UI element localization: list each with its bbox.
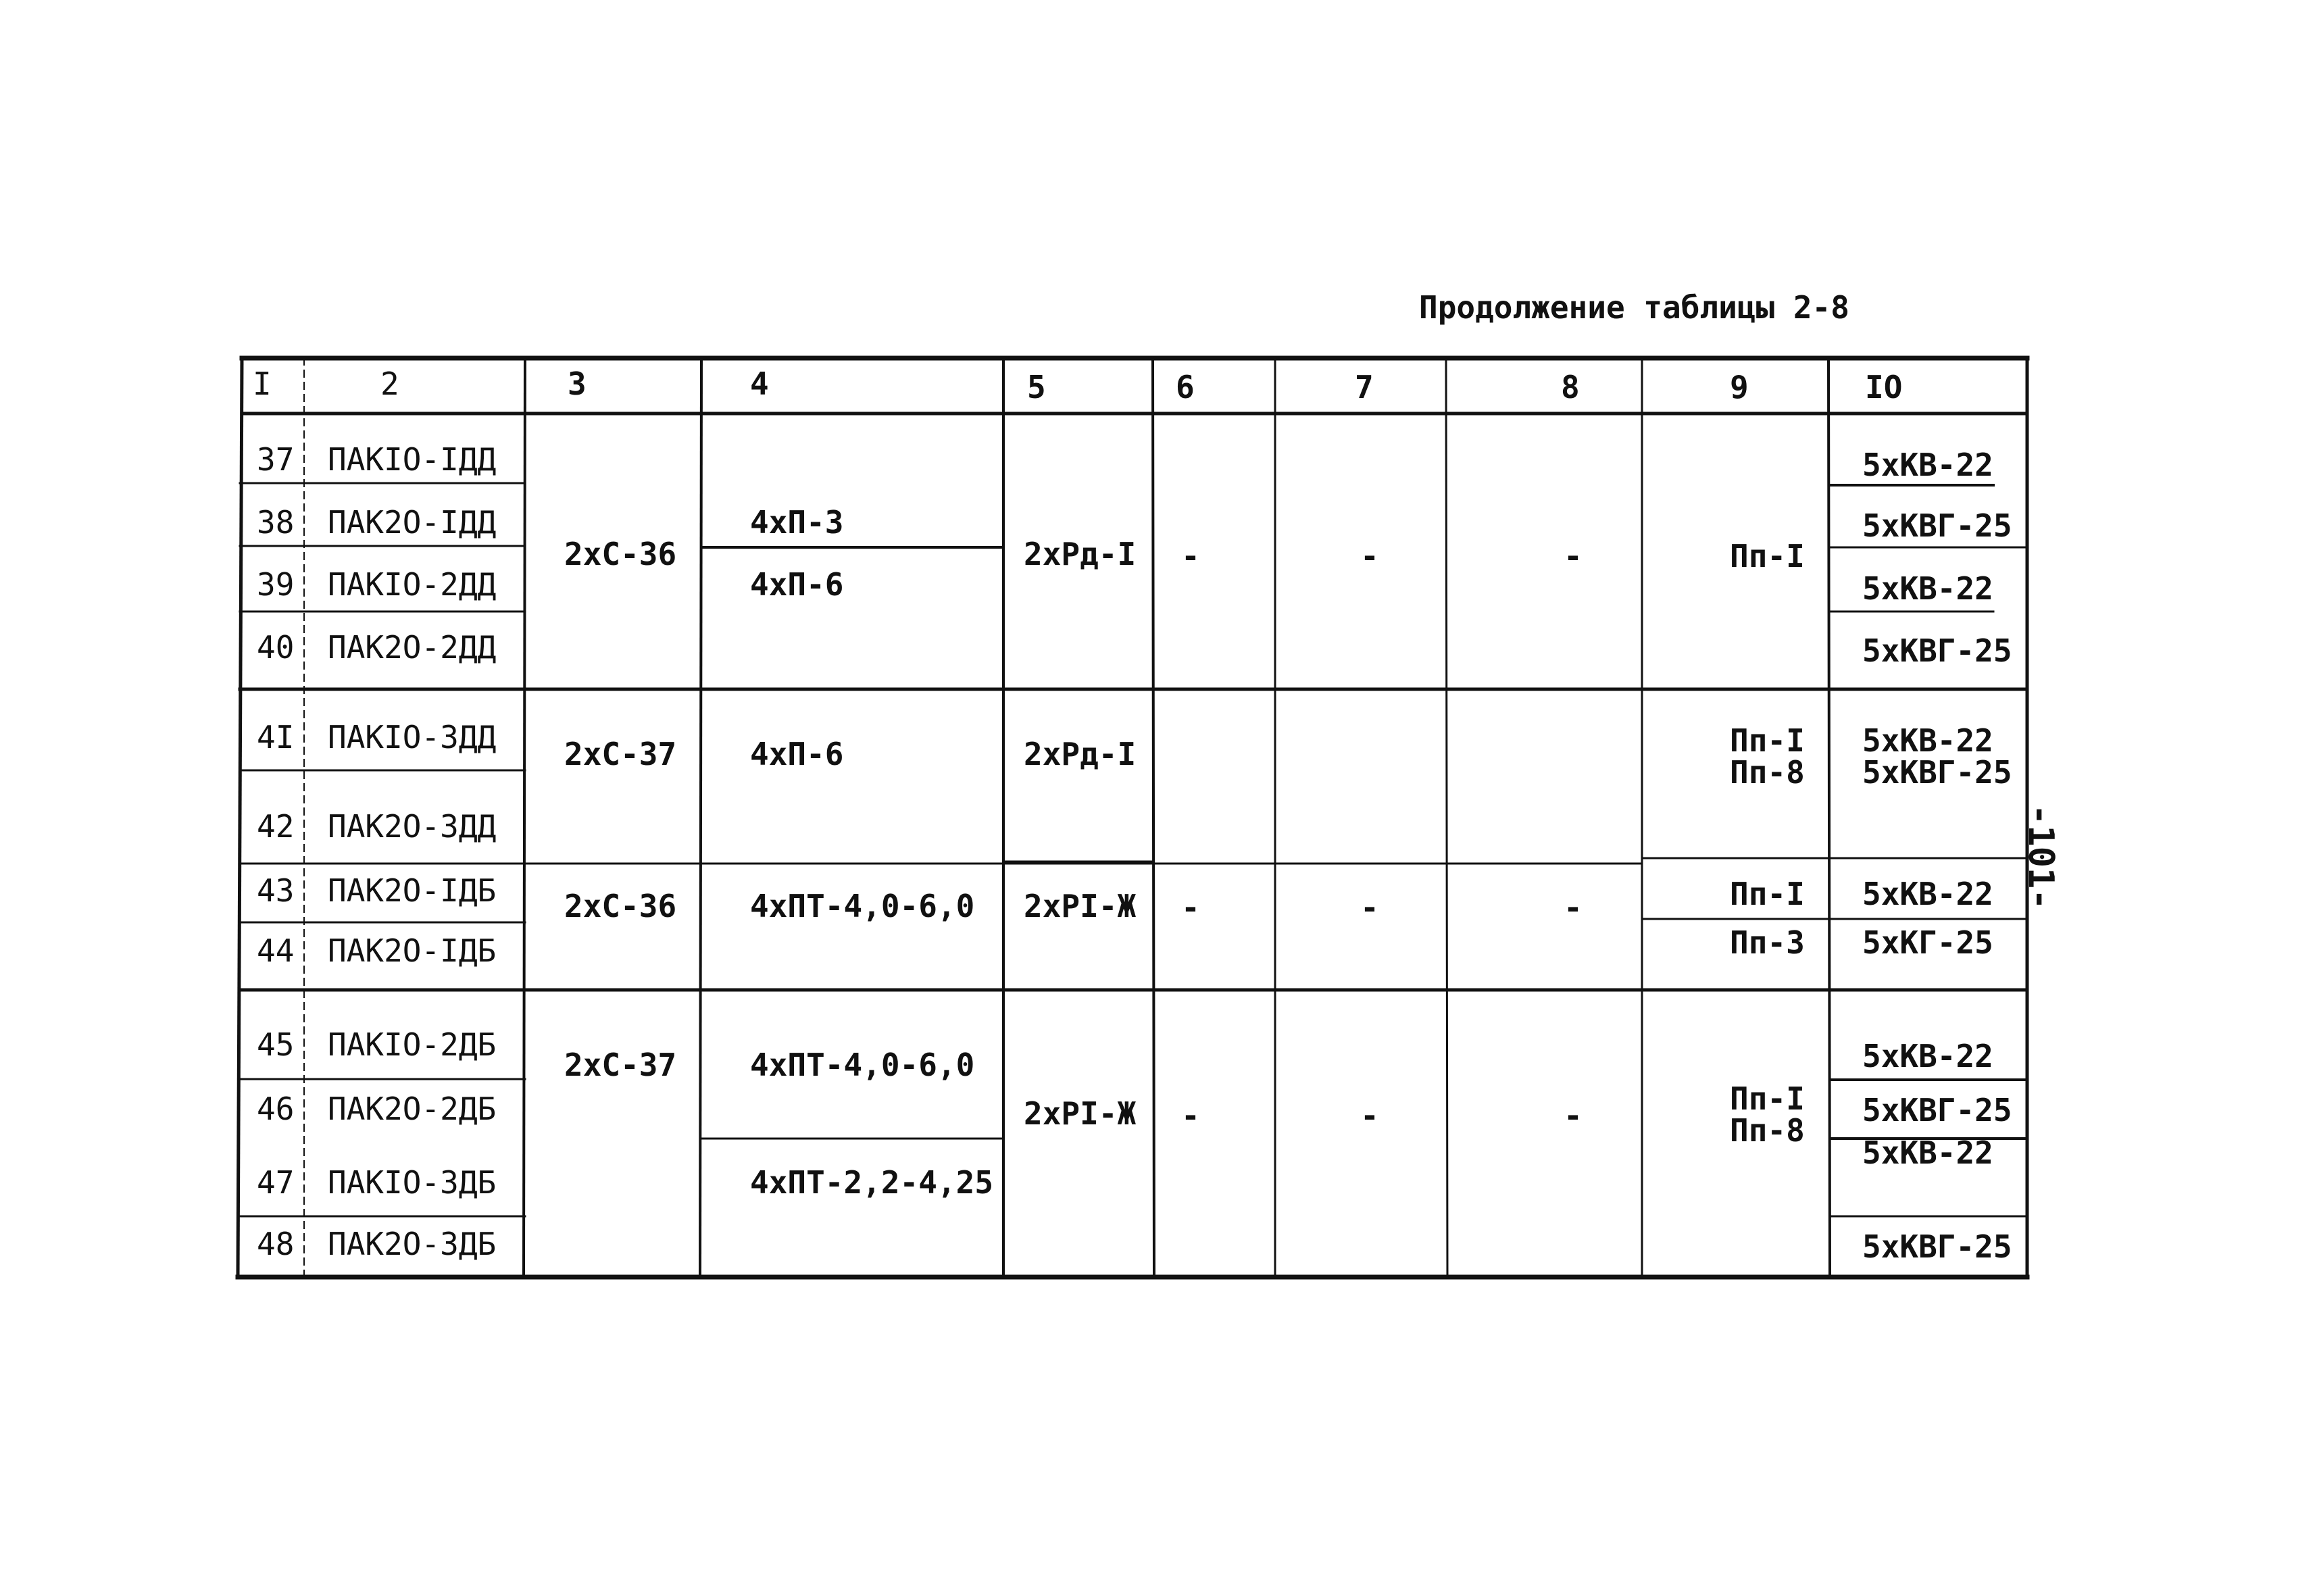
g4-col10: 5хКВГ-25 [1862,1228,2012,1265]
g4-col5: 2хРI-Ж [1024,1095,1137,1132]
header-col-4: 4 [750,366,769,402]
item-name: ПАК2O-2ДБ [328,1091,497,1127]
header-col-6: 6 [1176,369,1195,405]
g2-col5: 2хРд-I [1024,736,1137,772]
row-number: 4I [257,719,295,755]
g3-col9: Пп-3 [1730,924,1805,961]
g1-col8: - [1564,538,1583,574]
header-col-3: 3 [568,366,587,402]
g3-col5: 2хРI-Ж [1024,888,1137,924]
row-number: 38 [257,504,295,541]
g4-col8: - [1564,1097,1583,1134]
item-name: ПАКIO-IДД [328,441,497,478]
g2-col3: 2хС-37 [564,736,677,772]
page-number: -101- [2020,804,2061,910]
g4-col6: - [1181,1097,1200,1134]
g1-col10: 5хКВГ-25 [1862,507,2012,544]
g3-col10: 5хКВ-22 [1862,876,1993,912]
table-caption: Продолжение таблицы 2-8 [1419,289,1849,326]
g4-col10: 5хКВГ-25 [1862,1092,2012,1128]
g4-col9: Пп-I [1730,1080,1805,1117]
header-col-7: 7 [1355,369,1374,405]
item-name: ПАК2O-3ДБ [328,1226,497,1262]
row-number: 39 [257,566,295,603]
g4-col4-bottom: 4хПТ-2,2-4,25 [750,1164,994,1201]
g4-col7: - [1360,1097,1379,1134]
header-col-9: 9 [1730,369,1749,405]
g4-col10: 5хКВ-22 [1862,1038,1993,1074]
g1-col10: 5хКВ-22 [1862,570,1993,607]
g3-col7: - [1360,889,1379,926]
row-number: 48 [257,1226,295,1262]
g1-col10: 5хКВГ-25 [1862,632,2012,669]
g2-col10: 5хКВГ-25 [1862,754,2012,791]
g2-col10: 5хКВ-22 [1862,722,1993,759]
item-name: ПАК2O-2ДД [328,629,497,666]
g1-col3: 2хС-36 [564,536,677,572]
g1-col4-bottom: 4хП-6 [750,566,844,603]
g1-col6: - [1181,538,1200,574]
row-number: 47 [257,1164,295,1201]
g3-col8: - [1564,889,1583,926]
item-name: ПАКIO-3ДД [328,719,497,755]
row-number: 37 [257,441,295,478]
g1-col5: 2хРд-I [1024,536,1137,572]
row-number: 44 [257,932,295,969]
header-col-5: 5 [1027,369,1046,405]
item-name: ПАКIO-2ДБ [328,1026,497,1063]
header-col-8: 8 [1561,369,1580,405]
header-col-2: 2 [380,366,399,402]
g1-col4-top: 4хП-3 [750,504,844,541]
g4-col10: 5хКВ-22 [1862,1134,1993,1171]
g4-col4-top: 4хПТ-4,0-6,0 [750,1047,975,1083]
item-name: ПАК2O-3ДД [328,808,497,845]
row-number: 46 [257,1091,295,1127]
g2-col9: Пп-8 [1730,754,1805,791]
row-number: 45 [257,1026,295,1063]
header-col-10: IO [1865,369,1903,405]
g1-col10: 5хКВ-22 [1862,447,1993,483]
g1-col9: Пп-I [1730,538,1805,574]
g3-col4: 4хПТ-4,0-6,0 [750,888,975,924]
g3-col9: Пп-I [1730,876,1805,912]
g1-col7: - [1360,538,1379,574]
g3-col10: 5хКГ-25 [1862,924,1993,961]
g2-col9: Пп-I [1730,722,1805,759]
item-name: ПАК2O-IДБ [328,932,497,969]
item-name: ПАКIO-2ДД [328,566,497,603]
g3-col3: 2хС-36 [564,888,677,924]
item-name: ПАК2O-IДД [328,504,497,541]
row-number: 43 [257,872,295,909]
item-name: ПАКIO-3ДБ [328,1164,497,1201]
g2-col4: 4хП-6 [750,736,844,772]
header-col-1: I [253,366,272,402]
row-number: 42 [257,808,295,845]
row-number: 40 [257,629,295,666]
g4-col9: Пп-8 [1730,1112,1805,1149]
item-name: ПАК2O-IДБ [328,872,497,909]
g3-col6: - [1181,889,1200,926]
g4-col3: 2хС-37 [564,1047,677,1083]
